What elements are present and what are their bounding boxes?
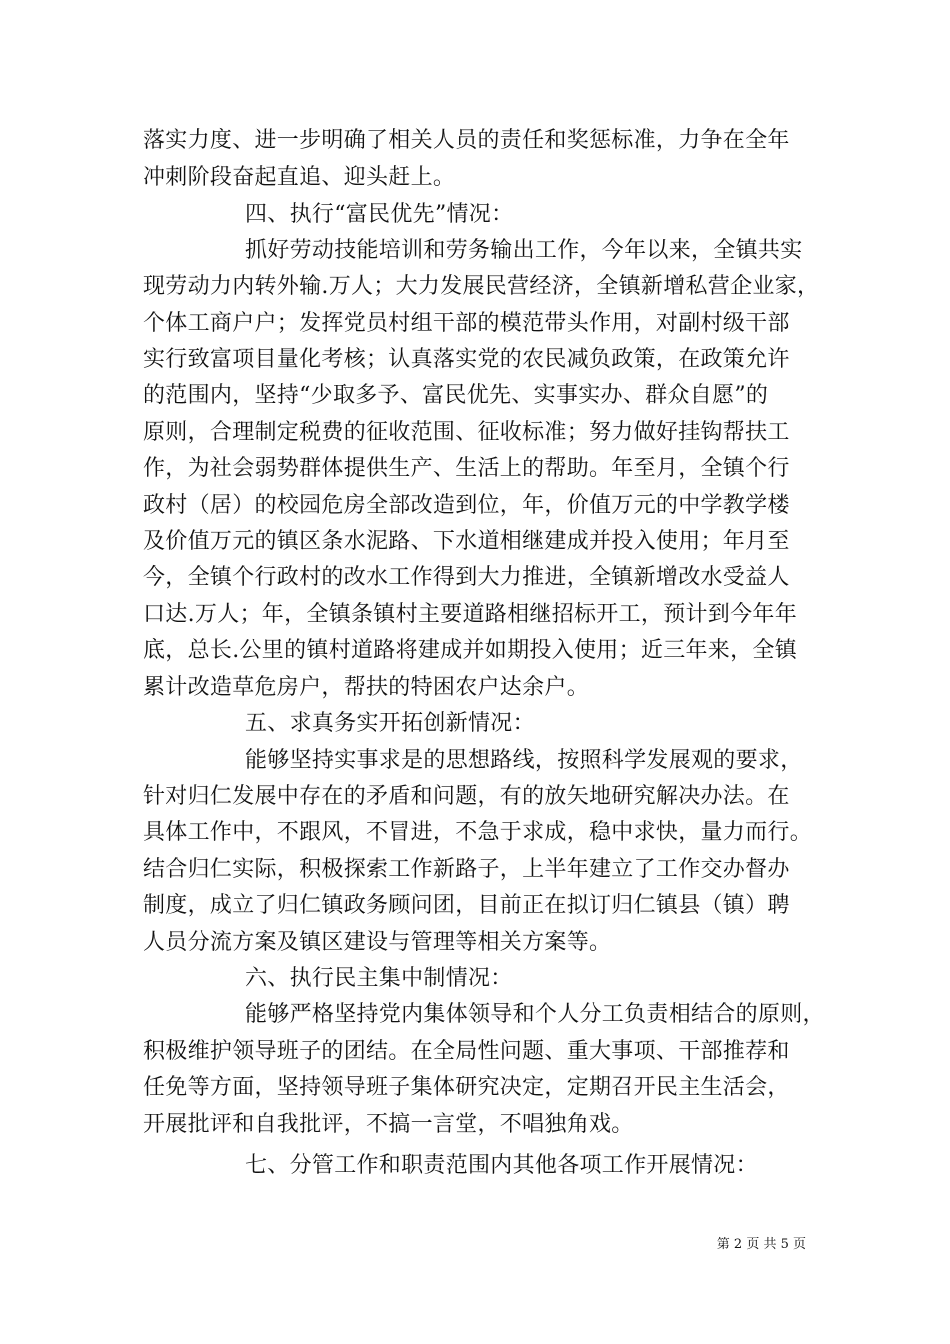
- text-line: 原则，合理制定税费的征收范围、征收标准；努力做好挂钩帮扶工: [143, 420, 790, 445]
- text-line: 实行致富项目量化考核；认真落实党的农民减负政策，在政策允许: [143, 347, 790, 372]
- text-line: 任免等方面，坚持领导班子集体研究决定，定期召开民主生活会，: [143, 1075, 790, 1100]
- section-heading: 七、分管工作和职责范围内其他各项工作开展情况：: [245, 1153, 758, 1178]
- text-line: 个体工商户户；发挥党员村组干部的模范带头作用，对副村级干部: [143, 311, 790, 336]
- text-line: 开展批评和自我批评，不搞一言堂，不唱独角戏。: [143, 1112, 634, 1137]
- text-line: 具体工作中，不跟风，不冒进，不急于求成，稳中求快，量力而行。: [143, 820, 813, 845]
- text-line: 口达.万人；年，全镇条镇村主要道路相继招标开工，预计到今年年: [143, 602, 797, 627]
- text-line: 人员分流方案及镇区建设与管理等相关方案等。: [143, 930, 612, 955]
- text-line: 制度，成立了归仁镇政务顾问团，目前正在拟订归仁镇县（镇）聘: [143, 893, 790, 918]
- text-line: 累计改造草危房户，帮扶的特困农户达余户。: [143, 675, 590, 700]
- text-line: 及价值万元的镇区条水泥路、下水道相继建成并投入使用；年月至: [143, 529, 790, 554]
- page-number: 第 2 页 共 5 页: [716, 1237, 806, 1252]
- text-line: 积极维护领导班子的团结。在全局性问题、重大事项、干部推荐和: [143, 1039, 790, 1064]
- section-heading: 五、求真务实开拓创新情况：: [245, 711, 535, 736]
- text-line: 现劳动力内转外输.万人；大力发展民营经济，全镇新增私营企业家，: [143, 274, 820, 299]
- text-line: 结合归仁实际，积极探索工作新路子，上半年建立了工作交办督办: [143, 857, 790, 882]
- text-line: 针对归仁发展中存在的矛盾和问题，有的放矢地研究解决办法。在: [143, 784, 790, 809]
- text-line: 的范围内，坚持“少取多予、富民优先、实事实办、群众自愿”的: [143, 383, 769, 408]
- text-line: 今，全镇个行政村的改水工作得到大力推进，全镇新增改水受益人: [143, 565, 790, 590]
- text-line: 能够严格坚持党内集体领导和个人分工负责相结合的原则，: [245, 1002, 825, 1027]
- section-heading: 四、执行“富民优先”情况：: [245, 202, 514, 227]
- text-line: 作，为社会弱势群体提供生产、生活上的帮助。年至月，全镇个行: [143, 456, 790, 481]
- text-line: 抓好劳动技能培训和劳务输出工作，今年以来，全镇共实: [245, 238, 803, 263]
- section-heading: 六、执行民主集中制情况：: [245, 966, 513, 991]
- text-line: 冲刺阶段奋起直追、迎头赶上。: [143, 165, 456, 190]
- text-line: 底，总长.公里的镇村道路将建成并如期投入使用；近三年来，全镇: [143, 638, 797, 663]
- text-line: 落实力度、进一步明确了相关人员的责任和奖惩标准，力争在全年: [143, 128, 790, 153]
- text-line: 能够坚持实事求是的思想路线，按照科学发展观的要求，: [245, 748, 803, 773]
- text-line: 政村（居）的校园危房全部改造到位，年，价值万元的中学教学楼: [143, 493, 790, 518]
